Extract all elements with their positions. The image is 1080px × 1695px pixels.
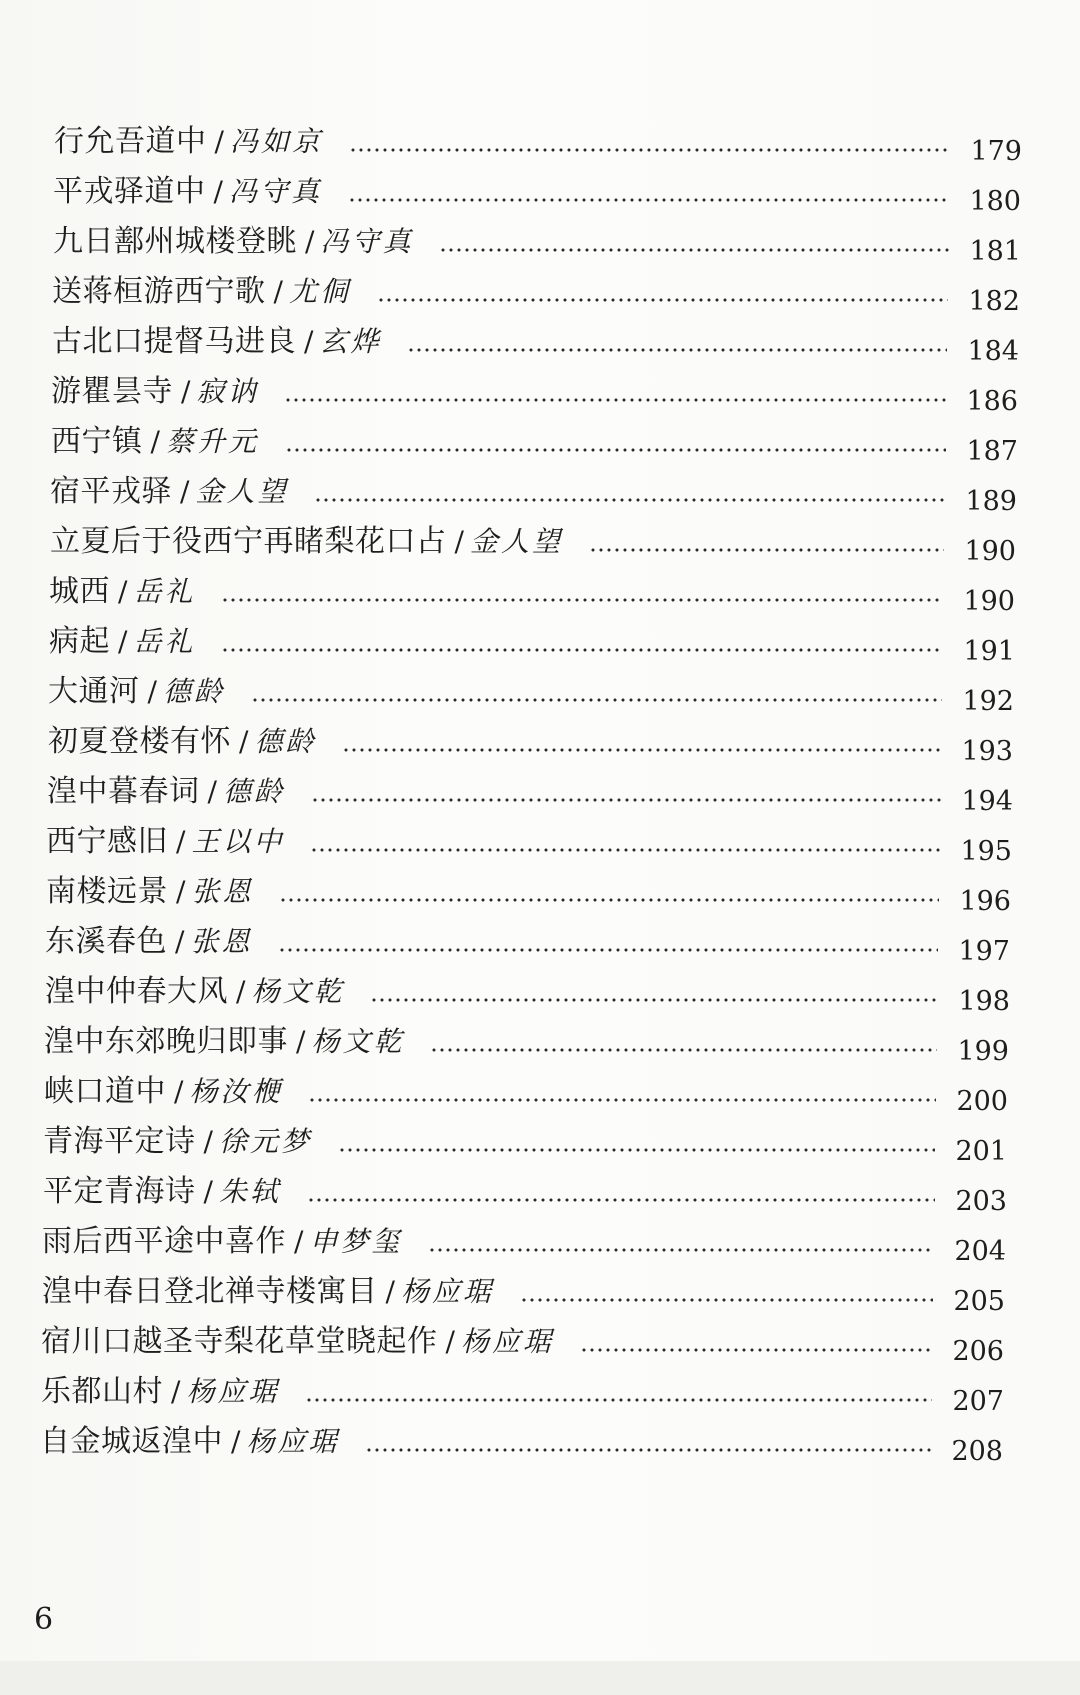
entry-title: 东溪春色 <box>45 924 167 959</box>
entry-page-number: 190 <box>963 586 1015 617</box>
toc-entry <box>43 1122 1007 1167</box>
dot-leader <box>348 172 949 212</box>
entry-title: 立夏后于役西宁再睹梨花口占 <box>50 524 447 559</box>
entry-author: 杨应琚 <box>186 1375 280 1408</box>
entry-author: 张恩 <box>191 875 254 908</box>
toc-entry <box>45 922 1010 967</box>
dot-leader <box>310 822 940 862</box>
entry-title: 湟中暮春词 <box>47 774 200 809</box>
entry-author: 张恩 <box>190 925 253 958</box>
entry-page-number: 192 <box>962 686 1014 717</box>
entry-author: 冯守真 <box>320 225 414 258</box>
toc-entry <box>52 322 1019 367</box>
entry-separator: / <box>239 725 249 758</box>
entry-separator: / <box>147 675 157 708</box>
entry-title: 行允吾道中 <box>54 124 207 159</box>
entry-title: 九日鄯州城楼登眺 <box>53 224 297 259</box>
entry-page-number: 180 <box>969 186 1021 217</box>
dot-leader <box>407 322 947 362</box>
dot-leader <box>377 272 948 312</box>
toc-entry <box>46 872 1011 917</box>
entry-author: 冯守真 <box>228 175 322 208</box>
dot-leader <box>307 1172 935 1212</box>
entry-title: 湟中春日登北禅寺楼寓目 <box>42 1274 378 1309</box>
entry-page-number: 204 <box>954 1236 1006 1267</box>
entry-separator: / <box>203 1175 213 1208</box>
entry-separator: / <box>305 225 315 258</box>
entry-page-number: 203 <box>955 1186 1007 1217</box>
entry-author: 德龄 <box>222 775 285 808</box>
entry-page-number: 182 <box>968 286 1020 317</box>
entry-title: 宿平戎驿 <box>50 474 172 509</box>
entry-separator: / <box>171 1375 181 1408</box>
dot-leader <box>430 1022 937 1062</box>
toc-entry <box>41 1322 1004 1367</box>
entry-page-number: 200 <box>956 1086 1008 1117</box>
entry-author: 杨应琚 <box>400 1275 494 1308</box>
dot-leader <box>520 1272 933 1312</box>
entry-author: 杨应琚 <box>246 1425 340 1458</box>
entry-separator: / <box>118 625 128 658</box>
entry-title: 乐都山村 <box>41 1374 163 1409</box>
toc-entry <box>42 1272 1005 1317</box>
toc-entry <box>50 472 1017 517</box>
toc-entry <box>52 272 1020 317</box>
entry-page-number: 194 <box>961 786 1013 817</box>
page-number: 6 <box>34 1602 54 1637</box>
entry-author: 王以中 <box>191 825 285 858</box>
entry-title: 西宁感旧 <box>46 824 168 859</box>
dot-leader <box>251 672 942 712</box>
entry-title: 城西 <box>49 574 110 609</box>
entry-title: 宿川口越圣寺梨花草堂晓起作 <box>41 1324 438 1359</box>
entry-page-number: 207 <box>952 1386 1004 1417</box>
entry-separator: / <box>236 975 246 1008</box>
entry-title: 平戎驿道中 <box>53 174 206 209</box>
entry-page-number: 181 <box>969 236 1021 267</box>
entry-page-number: 206 <box>952 1336 1004 1367</box>
entry-author: 朱轼 <box>218 1175 281 1208</box>
entry-title: 西宁镇 <box>51 424 143 459</box>
toc-entry <box>42 1222 1006 1267</box>
dot-leader <box>365 1422 931 1462</box>
entry-author: 德龄 <box>254 725 317 758</box>
entry-title: 南楼远景 <box>46 874 168 909</box>
toc-entry <box>44 1022 1009 1067</box>
entry-separator: / <box>445 1325 455 1358</box>
toc-entry <box>45 972 1010 1017</box>
entry-separator: / <box>213 175 223 208</box>
toc-entry <box>48 672 1014 717</box>
toc-entry <box>46 822 1012 867</box>
dot-leader <box>428 1222 934 1262</box>
dot-leader <box>305 1372 932 1412</box>
entry-title: 病起 <box>49 624 110 659</box>
entry-separator: / <box>118 575 128 608</box>
dot-leader <box>439 222 949 262</box>
entry-separator: / <box>294 1225 304 1258</box>
entry-separator: / <box>385 1275 395 1308</box>
toc-entry <box>44 1072 1008 1117</box>
toc-entry <box>51 372 1018 417</box>
entry-author: 杨文乾 <box>251 975 345 1008</box>
entry-separator: / <box>214 125 224 158</box>
entry-title: 平定青海诗 <box>43 1174 196 1209</box>
entry-separator: / <box>454 525 464 558</box>
entry-author: 德龄 <box>162 675 225 708</box>
entry-page-number: 198 <box>958 986 1010 1017</box>
dot-leader <box>285 422 946 462</box>
entry-title: 峡口道中 <box>44 1074 166 1109</box>
dot-leader <box>580 1322 932 1362</box>
entry-page-number: 201 <box>955 1136 1007 1167</box>
entry-separator: / <box>203 1125 213 1158</box>
entry-page-number: 196 <box>959 886 1011 917</box>
dot-leader <box>279 872 939 912</box>
entry-author: 杨汝楩 <box>189 1075 283 1108</box>
toc-entry <box>48 722 1013 767</box>
entry-author: 岳礼 <box>133 625 196 658</box>
entry-separator: / <box>180 475 190 508</box>
entry-page-number: 191 <box>963 636 1015 667</box>
entry-page-number: 195 <box>960 836 1012 867</box>
entry-page-number: 189 <box>965 486 1017 517</box>
entry-separator: / <box>176 875 186 908</box>
entry-author: 徐元梦 <box>218 1125 312 1158</box>
toc-entry <box>49 572 1015 617</box>
entry-page-number: 193 <box>961 736 1013 767</box>
entry-separator: / <box>175 925 185 958</box>
entry-page-number: 187 <box>966 436 1018 467</box>
dot-leader <box>370 972 938 1012</box>
entry-page-number: 199 <box>957 1036 1009 1067</box>
entry-page-number: 205 <box>953 1286 1005 1317</box>
entry-title: 初夏登楼有怀 <box>48 724 231 759</box>
entry-author: 杨应琚 <box>460 1325 554 1358</box>
toc-entry <box>53 222 1021 267</box>
dot-leader <box>278 922 938 962</box>
entry-author: 蔡升元 <box>165 425 259 458</box>
entry-title: 送蒋桓游西宁歌 <box>52 274 266 309</box>
dot-leader <box>349 122 950 162</box>
entry-separator: / <box>181 375 191 408</box>
entry-page-number: 208 <box>951 1436 1003 1467</box>
entry-page-number: 190 <box>964 536 1016 567</box>
dot-leader <box>308 1072 936 1112</box>
entry-author: 寂讷 <box>196 375 259 408</box>
dot-leader <box>311 772 941 812</box>
toc-entry <box>40 1422 1003 1467</box>
entry-title: 自金城返湟中 <box>40 1424 223 1459</box>
toc-entry <box>43 1172 1007 1217</box>
toc-entry <box>53 172 1021 217</box>
entry-separator: / <box>231 1425 241 1458</box>
page-bottom-edge <box>0 1661 1080 1695</box>
entry-author: 岳礼 <box>133 575 196 608</box>
entry-title: 雨后西平途中喜作 <box>42 1224 286 1259</box>
entry-author: 金人望 <box>195 475 289 508</box>
toc-entry <box>50 522 1016 567</box>
entry-title: 古北口提督马进良 <box>52 324 296 359</box>
dot-leader <box>221 572 943 612</box>
entry-page-number: 179 <box>970 136 1022 167</box>
entry-author: 玄烨 <box>319 325 382 358</box>
entry-author: 金人望 <box>469 525 563 558</box>
entry-title: 湟中仲春大风 <box>45 974 228 1009</box>
entry-separator: / <box>296 1025 306 1058</box>
entry-page-number: 184 <box>967 336 1019 367</box>
entry-author: 冯如京 <box>229 125 323 158</box>
entry-page-number: 197 <box>958 936 1010 967</box>
dot-leader <box>284 372 946 412</box>
entry-author: 申梦玺 <box>309 1225 403 1258</box>
dot-leader <box>314 472 945 512</box>
entry-separator: / <box>150 425 160 458</box>
entry-page-number: 186 <box>966 386 1018 417</box>
toc-entry <box>54 122 1022 167</box>
toc-entry <box>47 772 1013 817</box>
entry-separator: / <box>207 775 217 808</box>
toc-entry <box>49 622 1015 667</box>
entry-author: 尤侗 <box>288 275 351 308</box>
dot-leader <box>221 622 943 662</box>
entry-title: 青海平定诗 <box>43 1124 196 1159</box>
entry-separator: / <box>304 325 314 358</box>
entry-title: 大通河 <box>48 674 140 709</box>
entry-author: 杨文乾 <box>311 1025 405 1058</box>
entry-separator: / <box>174 1075 184 1108</box>
toc-entry <box>51 422 1018 467</box>
dot-leader <box>589 522 944 562</box>
entry-separator: / <box>273 275 283 308</box>
entry-title: 游瞿昙寺 <box>51 374 173 409</box>
dot-leader <box>342 722 941 762</box>
toc-entry <box>41 1372 1004 1417</box>
entry-title: 湟中东郊晚归即事 <box>44 1024 288 1059</box>
entry-separator: / <box>176 825 186 858</box>
dot-leader <box>338 1122 935 1162</box>
